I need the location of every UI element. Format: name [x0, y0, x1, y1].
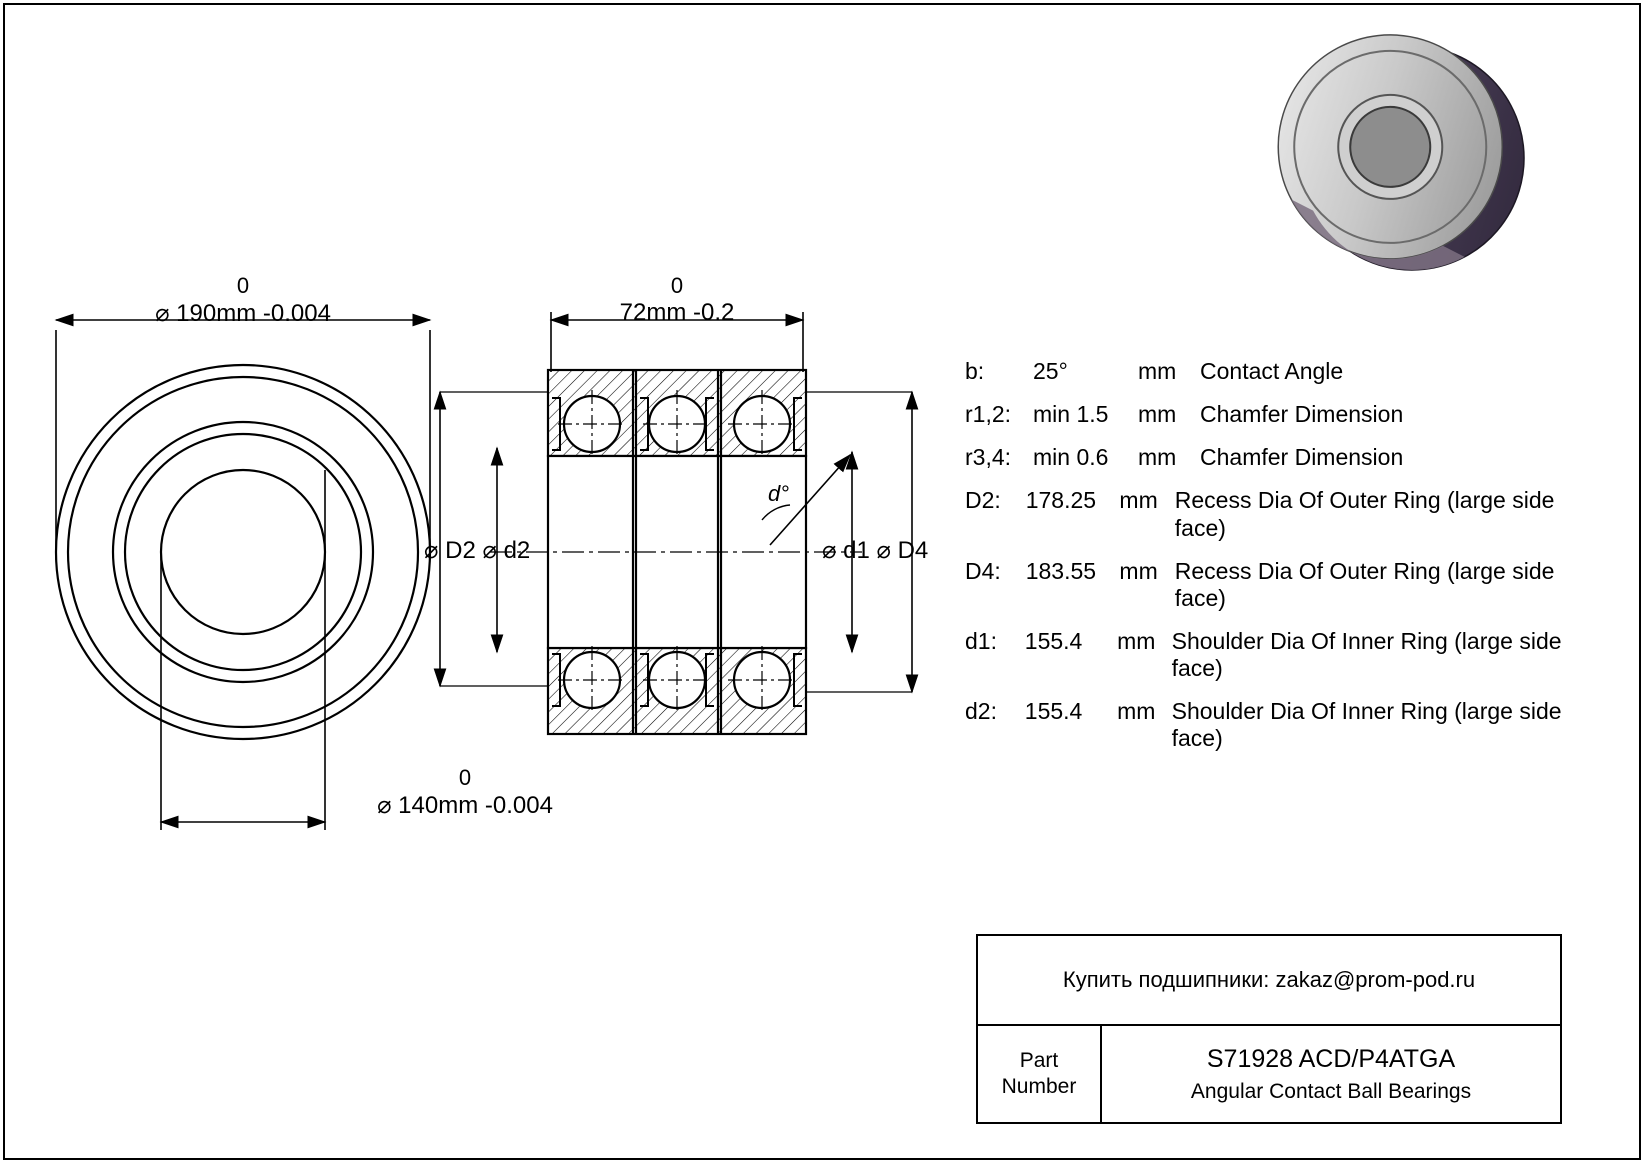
part-number-value: S71928 ACD/P4ATGA [1206, 1044, 1456, 1073]
bearing-type: Angular Contact Ball Bearings [1190, 1079, 1472, 1103]
spec-row [965, 358, 1565, 385]
spec-unit: mm [1138, 358, 1177, 384]
outer-diameter-label [103, 273, 383, 328]
spec-row [965, 628, 1565, 682]
title-block [976, 934, 1562, 1124]
part-number-value-cell [1102, 1026, 1560, 1122]
part-label-line2: Number [1001, 1075, 1077, 1098]
section-view [490, 370, 862, 734]
contact-row [978, 936, 1560, 1026]
part-label-line1: Part [1019, 1048, 1059, 1072]
spec-value: 183.55 [1025, 557, 1097, 584]
spec-description: Shoulder Dia Of Inner Ring (large side face) [1171, 627, 1562, 681]
inner-diameter-label [320, 765, 610, 820]
spec-row [965, 487, 1565, 541]
width-tolerance-top: 0 [670, 273, 684, 298]
spec-symbol: D2: [965, 487, 1001, 514]
spec-symbol: d2: [965, 698, 997, 725]
left-dimension-labels: ⌀ D2 ⌀ d2 [424, 537, 531, 564]
part-row [978, 1026, 1560, 1122]
spec-value: min 0.6 [1033, 444, 1109, 471]
spec-symbol: r3,4: [965, 444, 1012, 471]
part-number-label [978, 1026, 1102, 1122]
outer-dim-tolerance-top: 0 [236, 273, 250, 298]
inner-dim-tolerance-top: 0 [458, 765, 472, 790]
spec-symbol: d1: [965, 627, 997, 654]
spec-unit: mm [1117, 698, 1156, 725]
spec-value: 25° [1033, 358, 1068, 384]
front-view [56, 365, 430, 739]
spec-unit: mm [1138, 444, 1177, 471]
spec-symbol: D4: [965, 557, 1001, 584]
width-value: 72mm -0.2 [619, 299, 735, 326]
spec-unit: mm [1119, 557, 1158, 584]
spec-description: Recess Dia Of Outer Ring (large side face) [1174, 557, 1555, 611]
outer-diameter-dimension [56, 320, 430, 560]
spec-symbol: r1,2: [965, 401, 1012, 428]
spec-unit: mm [1117, 627, 1156, 654]
specification-table [965, 358, 1565, 768]
spec-description: Chamfer Dimension [1200, 444, 1404, 471]
spec-unit: mm [1119, 487, 1158, 514]
contact-text: Купить подшипники: zakaz@prom-pod.ru [1062, 967, 1476, 992]
spec-description: Contact Angle [1200, 358, 1344, 384]
spec-row [965, 444, 1565, 471]
spec-value: min 1.5 [1033, 401, 1109, 428]
bearing-3d-render [1239, 0, 1564, 316]
spec-description: Recess Dia Of Outer Ring (large side face) [1174, 487, 1555, 541]
spec-symbol: b: [965, 358, 985, 384]
spec-value: 178.25 [1025, 487, 1097, 514]
inner-dim-value: ⌀ 140mm -0.004 [377, 792, 553, 819]
spec-description: Chamfer Dimension [1200, 401, 1404, 428]
contact-angle-label: d° [768, 481, 790, 506]
width-label [562, 273, 792, 327]
spec-unit: mm [1138, 401, 1177, 428]
spec-description: Shoulder Dia Of Inner Ring (large side face) [1171, 698, 1562, 752]
spec-row [965, 558, 1565, 612]
spec-row [965, 698, 1565, 752]
spec-value: 155.4 [1024, 627, 1083, 654]
inner-diameter-dimension [161, 470, 325, 830]
right-dimension-labels: ⌀ d1 ⌀ D4 [822, 537, 929, 564]
spec-value: 155.4 [1024, 698, 1083, 725]
outer-dim-value: ⌀ 190mm -0.004 [155, 300, 331, 327]
spec-row [965, 401, 1565, 428]
